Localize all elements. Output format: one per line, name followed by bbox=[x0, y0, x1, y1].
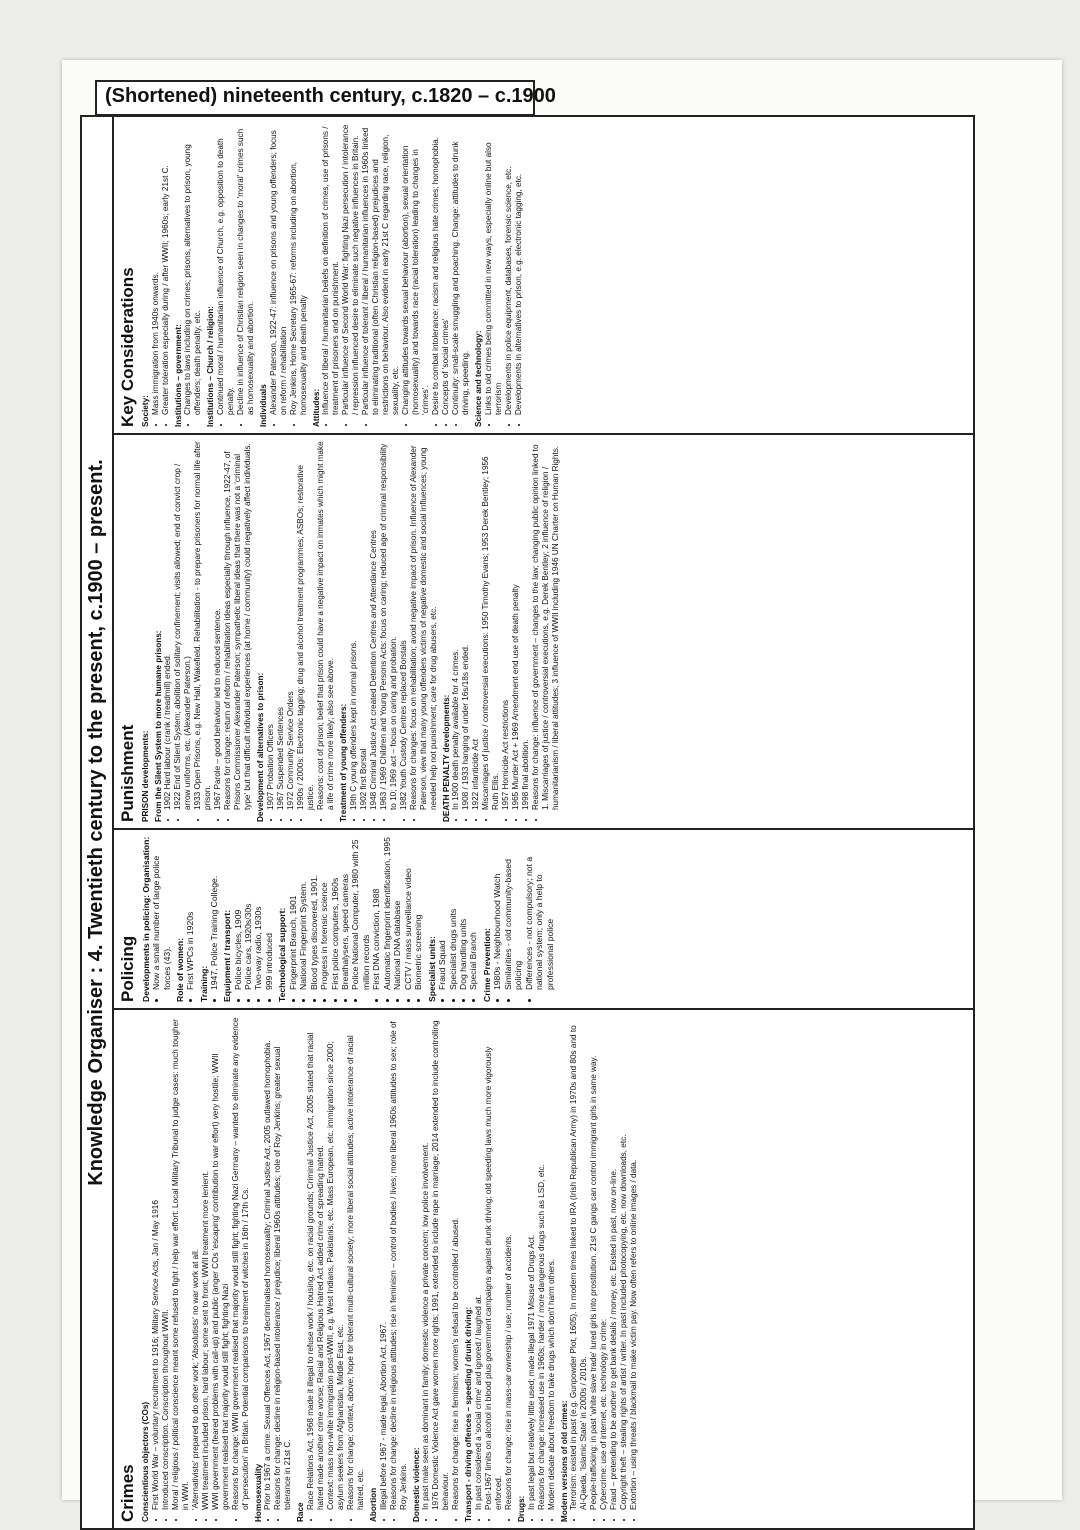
bullet-point: • Reasons for change: increased use in 1960s; harder / more dangerous drugs such as LSD, etc. bbox=[537, 1016, 547, 1510]
bullet-point: • WWI treatment included prison, hard labour; some sent to front; WWII treatment more lenient. bbox=[201, 1016, 211, 1510]
bullet-point: • Particular influence of tolerant / liberal / humanitarian influences in 1960s linked to eliminating traditional (often Christian religion-based) prejudices and restrictions on behaviour. Also evident in early 21st C regarding race, religion, sexuality, etc. bbox=[361, 123, 401, 415]
bullet-point: • Desire to combat intolerance: racism and religious hate crimes; homophobia. bbox=[431, 123, 441, 415]
bullet-point: • Fraud – pretending to be another to get bank details / money, etc. Existed in past, now on-line. bbox=[609, 1016, 619, 1510]
bullet-point: • Developments in alternatives to prison, e.g. electronic tagging, etc. bbox=[514, 123, 524, 415]
bullet-point: • 1907 Probation Officers bbox=[266, 441, 276, 810]
bullet-point: • 1967 Parole – good behaviour led to reduced sentence. bbox=[213, 441, 223, 810]
bullet-point: • In past considered a 'social crime' and ignored / laughed at. bbox=[474, 1016, 484, 1510]
bullet-point: • First DNA conviction, 1988 bbox=[371, 836, 381, 990]
key-considerations-column bbox=[114, 117, 973, 433]
bullet-point: • Reasons for change: influence of government – changes to the law; changing public opinion linked to 1. Miscarriages of justice / controversial executions, e.g. Derek Bentley; 2 influence of religion / humanitarianism / liberal attitudes; 3 influence of WWII including 1946 UN Charter on Human Rights. bbox=[531, 441, 561, 810]
bullet-point: • National DNA database bbox=[392, 836, 402, 990]
bullet-point: • Context: mass non-white immigration post-WWII, e.g. West Indians, Pakistanis, etc. Mass European, etc. immigration since 2000; asylum seekers from Afghanistan, Middle East, etc. bbox=[326, 1016, 346, 1510]
bullet-list bbox=[321, 123, 471, 427]
bullet-point: • Continuity: small-scale smuggling and poaching. Change: attitudes to drunk driving, speeding. bbox=[451, 123, 471, 415]
crimes-column bbox=[114, 1008, 973, 1528]
bullet-point: • Dog handling units bbox=[458, 836, 468, 990]
crimes-heading: Crimes bbox=[118, 1464, 137, 1522]
bullet-point: • Moral / religious / political conscience meant some refused to fight / help war effort: Local Military Tribunal to judge cases: much tougher in WWI. bbox=[171, 1016, 191, 1510]
bullet-point: • Mass immigration from 1940s onwards. bbox=[151, 123, 161, 415]
columns bbox=[114, 117, 973, 1528]
policing-heading: Policing bbox=[118, 935, 137, 1002]
bullet-point: • Alexander Paterson, 1922-47: influence on prisons and young offenders; focus on reform / rehabilitation bbox=[269, 123, 289, 415]
section-heading: Institutions – government: bbox=[173, 324, 183, 427]
bullet-point: • 1902 Hard labour (crank / treadmill) ended. bbox=[163, 441, 173, 810]
bullet-point: • Links to old crimes being committed in new ways, especially online but also terrorism bbox=[484, 123, 504, 415]
section-heading: Technological support: bbox=[277, 907, 288, 1002]
bullet-point: • Now a small number of large police forces (43). bbox=[151, 836, 172, 990]
bullet-point: • Post-1967 limits on alcohol in blood plus government campaigns against drunk driving; old speeding laws much more vigorously enforced. bbox=[484, 1016, 504, 1510]
section-heading: From the Silent System to more humane prisons: bbox=[153, 630, 163, 822]
section-heading: Transport - driving offences – speeding / drunk driving: bbox=[464, 1306, 474, 1522]
punishment-body bbox=[141, 441, 561, 822]
bullet-point: • Blood types discovered, 1901. bbox=[309, 836, 319, 990]
bullet-point: • First police computers, 1960s bbox=[330, 836, 340, 990]
bullet-point: • Decline in influence of Christian religion seen in changes to 'moral' crimes such as homosexuality and abortion. bbox=[236, 123, 256, 415]
bullet-list bbox=[209, 836, 219, 1002]
section-heading: Training: bbox=[198, 965, 209, 1002]
bullet-point: • Special Branch bbox=[468, 836, 478, 990]
policing-column bbox=[114, 828, 973, 1008]
bullet-list bbox=[527, 1016, 557, 1522]
bullet-point: • Reasons for change: decline in religious attitudes; rise in feminism – control of bodies / lives; more liberal 1960s attitudes to sex; role of Roy Jenkins. bbox=[389, 1016, 409, 1510]
punishment-heading: Punishment bbox=[118, 724, 137, 822]
section-heading: Conscientious objectors (COs) bbox=[141, 1401, 150, 1522]
bullet-point: • 19th C young offenders kept in normal prisons. bbox=[349, 441, 359, 810]
bullet-list bbox=[474, 1016, 514, 1522]
bullet-list bbox=[379, 1016, 409, 1522]
section-heading: Science and technology: bbox=[474, 330, 484, 427]
bullet-list bbox=[151, 123, 171, 427]
bullet-point: • Race Relations Act, 1968 made it illegal to refuse work / housing, etc. on racial grounds; Criminal Justice Act, 2005 stated that racial hatred made another crime worse; Racial and Religious Hatred Act added crime of spreading hatred. bbox=[306, 1016, 326, 1510]
bullet-point: • National Fingerprint System. bbox=[298, 836, 308, 990]
bullet-point: • 1922 infanticide Act bbox=[471, 441, 481, 810]
bullet-list bbox=[185, 836, 195, 1002]
bullet-list bbox=[216, 123, 256, 427]
bullet-point: • Specialist drugs units bbox=[448, 836, 458, 990]
bullet-point: • Reasons for change: decline in religion-based intolerance / prejudice; liberal 1960s attitudes; role of Roy Jenkins; greater sexual tolerance in 21st C. bbox=[273, 1016, 293, 1510]
bullet-list bbox=[437, 836, 479, 1002]
section-heading: Drugs: bbox=[517, 1495, 527, 1522]
bullet-point: • In 1900 death penalty available for 4 crimes. bbox=[451, 441, 461, 810]
bullet-point: • 1998 final abolition. bbox=[521, 441, 531, 810]
bullet-point: • Police bicycles, 1909 bbox=[233, 836, 243, 990]
knowledge-organiser bbox=[80, 115, 975, 1530]
bullet-point: • 1965 Murder Act + 1969 Amendment end use of death penalty bbox=[511, 441, 521, 810]
bullet-point: • First WPCs in 1920s bbox=[185, 836, 195, 990]
bullet-point: • Similarities - old community-based policing bbox=[503, 836, 524, 990]
bullet-point: • Miscarriages of justice / controversial executions: 1950 Timothy Evans; 1953 Derek Bentley; 1956 Ruth Ellis. bbox=[481, 441, 501, 810]
bullet-point: • Biometric screening bbox=[413, 836, 423, 990]
bullet-point: • Roy Jenkins, Home Secretary 1965-67: reforms including on abortion, homosexuality and death penalty bbox=[289, 123, 309, 415]
bullet-point: • Copyright theft – stealing rights of artist / writer. In past included photocopying, etc. now downloads, etc. bbox=[619, 1016, 629, 1510]
punishment-column bbox=[114, 433, 973, 828]
bullet-point: • Reasons for change: context, above; hope for tolerant multi-cultural society; more liberal social attitudes; active intolerance of racial hatred, etc. bbox=[346, 1016, 366, 1510]
bullet-point: • Illegal before 1967 - made legal, Abortion Act, 1967. bbox=[379, 1016, 389, 1510]
section-heading: Homosexuality bbox=[253, 1463, 263, 1522]
section-heading: Attitudes: bbox=[311, 388, 321, 427]
section-heading: Crime Prevention: bbox=[481, 927, 492, 1002]
bullet-list bbox=[266, 441, 336, 822]
section-heading: Domestic violence: bbox=[411, 1447, 421, 1522]
bullet-point: • CCTV / mass surveillance video bbox=[403, 836, 413, 990]
bullet-point: • Cybercrime: use of internet, etc. technology in crime: bbox=[599, 1016, 609, 1510]
section-heading: Modern versions of old crimes: bbox=[559, 1400, 569, 1522]
bullet-point: • 1972 Community Service Orders bbox=[286, 441, 296, 810]
bullet-list bbox=[569, 1016, 639, 1522]
bullet-point: • Reasons for changes: focus on rehabilitation; avoid negative impact of prison. Influence of Alexander Paterson, view that many young offenders victims of negative domestic and social influences; young needed help not punishment; care for drug abusers, etc. bbox=[409, 441, 439, 810]
bullet-point: • 1980s - Neighbourhood Watch bbox=[492, 836, 502, 990]
bullet-point: • Extortion – using threats / blackmail to make victim pay. Now often refers to online images / data. bbox=[629, 1016, 639, 1510]
section-heading: Equipment / transport: bbox=[222, 909, 233, 1002]
bullet-point: • 1963 / 1969 Children and Young Persons Acts: focus on caring; reduced age of criminal responsibility to 10; 1969 act – focus on caring and probation. bbox=[379, 441, 399, 810]
bullet-list bbox=[163, 441, 253, 822]
bullet-list bbox=[306, 1016, 366, 1522]
section-heading: Treatment of young offenders: bbox=[339, 703, 349, 822]
section-heading: Developments in policing: Organisation: bbox=[141, 836, 151, 1002]
bullet-point: • Greater toleration especially during / after WWII; 1960s; early 21st C. bbox=[161, 123, 171, 415]
bullet-point: • In past male seen as dominant in family; domestic violence a private concern; low police involvement. bbox=[421, 1016, 431, 1510]
bullet-point: • 1922 End of Silent System; abolition of solitary confinement; visits allowed; end of convict crop / arrow uniforms, etc. (Alexander Paterson.) bbox=[173, 441, 193, 810]
bullet-point: • 1947, Police Training College. bbox=[209, 836, 219, 990]
bullet-point: • 'Alternativists' prepared to do other work; 'Absolutists' no war work at all. bbox=[191, 1016, 201, 1510]
bullet-point: • 1933 Open Prisons, e.g. New Hall, Wakefield. Rehabilitation - to prepare prisoners for normal life after prison. bbox=[193, 441, 213, 810]
bullet-point: • Fingerprint Branch, 1901 bbox=[288, 836, 298, 990]
bullet-list bbox=[451, 441, 561, 822]
section-heading: PRISON developments: bbox=[141, 730, 150, 822]
bullet-list bbox=[349, 441, 439, 822]
key-considerations-body bbox=[141, 123, 524, 427]
bullet-point: • Police cars, 1920s/30s bbox=[243, 836, 253, 990]
bullet-point: • Breathalysers, speed cameras bbox=[340, 836, 350, 990]
bullet-list bbox=[492, 836, 555, 1002]
section-heading: DEATH PENALTY developments: bbox=[441, 694, 451, 822]
bullet-point: • Reasons for change: rise in feminism; women's refusal to be controlled / abused. bbox=[451, 1016, 461, 1510]
section-heading: Institutions – Church / religion: bbox=[206, 306, 216, 427]
document-title: Knowledge Organiser : 4. Twentieth century to the present, c.1900 – present. bbox=[82, 117, 114, 1528]
bullet-list bbox=[151, 836, 172, 1002]
bullet-point: • Particular influence of Second World War: fighting Nazi persecution / intolerance / repression influenced desire to eliminate such negative influences in Britain. bbox=[341, 123, 361, 415]
bullet-point: • 1990s / 2000s: Electronic tagging; drug and alcohol treatment programmes; ASBOs; restorative justice. bbox=[296, 441, 316, 810]
bullet-point: • 1957 Homicide Act restrictions bbox=[501, 441, 511, 810]
bullet-point: • Automatic fingerprint identification, 1995 bbox=[382, 836, 392, 990]
bullet-point: • Reasons: cost of prison; belief that prison could have a negative impact on inmates which might make a life of crime more likely; also see above. bbox=[316, 441, 336, 810]
bullet-point: • 1908 / 1933 hanging of under 16s/18s ended. bbox=[461, 441, 471, 810]
bullet-point: • Reasons for change: rise in mass-car ownership / use; number of accidents. bbox=[504, 1016, 514, 1510]
bullet-point: • Differences - not compulsory; not a national system; only a help to professional police bbox=[524, 836, 555, 990]
previous-page-title: (Shortened) nineteenth century, c.1820 – c.1900 bbox=[95, 80, 535, 116]
bullet-point: • 999 introduced bbox=[264, 836, 274, 990]
bullet-list bbox=[233, 836, 275, 1002]
bullet-point: • Fraud Squad bbox=[437, 836, 447, 990]
section-heading: Abortion bbox=[369, 1487, 379, 1522]
bullet-point: • Police National Computer, 1980 with 25 million records bbox=[350, 836, 371, 990]
bullet-point: • Changes to laws including on crimes; prisons, alternatives to prison, young offenders; death penalty, etc. bbox=[183, 123, 203, 415]
bullet-point: • 1948 Criminal Justice Act created Detention Centres and Attendance Centres bbox=[369, 441, 379, 810]
bullet-point: • Introduced conscription. Conscription throughout WWII. bbox=[161, 1016, 171, 1510]
bullet-point: • Modern debate about freedom to take drugs which don't harm others. bbox=[547, 1016, 557, 1510]
bullet-point: • Concepts of 'social crimes' bbox=[441, 123, 451, 415]
section-heading: Development of alternatives to prison: bbox=[256, 672, 266, 822]
bullet-point: • Changing attitudes towards sexual behaviour (abortion), sexual orientation (homosexuality) and towards race (racial toleration) leading to changes in 'crimes'. bbox=[401, 123, 431, 415]
rotated-page bbox=[80, 115, 975, 1530]
bullet-point: • First World War – voluntary recruitment to 1916; Military Service Acts, Jan / May 1916 bbox=[151, 1016, 161, 1510]
policing-body bbox=[141, 836, 555, 1002]
bullet-list bbox=[263, 1016, 293, 1522]
bullet-point: • In past legal but relatively little used; made illegal 1971 Misuse of Drugs Act. bbox=[527, 1016, 537, 1510]
bullet-list bbox=[151, 1016, 251, 1522]
section-heading: Role of women: bbox=[175, 938, 186, 1002]
bullet-point: • 1982 Youth Custody Centres replaced Borstals bbox=[399, 441, 409, 810]
bullet-point: • Reasons for change: return of reform / rehabilitation ideas especially through influence, 1922-47, of Prisons Commissioner Alexander Paterson; sympathetic liberal ideas that there was not a 'criminal type' but that difficult individual experiences (at home / community) could negatively affect individuals. bbox=[223, 441, 253, 810]
crimes-body bbox=[141, 1016, 639, 1522]
bullet-point: • Two-way radio, 1930s bbox=[253, 836, 263, 990]
bullet-list bbox=[421, 1016, 461, 1522]
bullet-point: • Prior to 1967 a crime. Sexual Offences Act, 1967 decriminalised homosexuality; Criminal Justice Act, 2005 outlawed homophobia. bbox=[263, 1016, 273, 1510]
bullet-point: • Reasons for change: WWII government realised that majority would still fight; fighting Nazi Germany – wanted to eliminate any evidence of 'persecution' in Britain. Potential comparisons to treatment of witches in 16th / 17th Cs. bbox=[231, 1016, 251, 1510]
bullet-point: • Progress in forensic science bbox=[319, 836, 329, 990]
bullet-list bbox=[183, 123, 203, 427]
section-heading: Society: bbox=[141, 395, 150, 427]
bullet-point: • 1976 Domestic Violence Act gave women more rights; 1991, extended to include rape in marriage; 2014 extended to include controlling behaviour. bbox=[431, 1016, 451, 1510]
bullet-point: • People-trafficking: in past 'white slave trade' lured girls into prostitution. 21st C gangs can control immigrant girls in same way. bbox=[589, 1016, 599, 1510]
section-heading: Individuals bbox=[259, 384, 269, 427]
section-heading: Race bbox=[296, 1502, 306, 1522]
bullet-point: • Continued moral / humanitarian influence of Church, e.g. opposition to death penalty. bbox=[216, 123, 236, 415]
bullet-point: • WWI government (feared problems with call-up) and public (anger COs 'escaping' contribution to war effort) very hostile; WWII government realised that majority would still fight; fighting Nazi bbox=[211, 1016, 231, 1510]
section-heading: Specialist units: bbox=[426, 936, 437, 1002]
bullet-point: • 1902 first Borstal bbox=[359, 441, 369, 810]
key-considerations-heading: Key Considerations bbox=[118, 267, 137, 427]
bullet-list bbox=[484, 123, 524, 427]
bullet-list bbox=[269, 123, 309, 427]
bullet-point: • 1967 Suspended Sentences bbox=[276, 441, 286, 810]
bullet-point: • Influence of liberal / humanitarian beliefs on definition of crimes, use of prisons / treatment of prisoners and on punishment. bbox=[321, 123, 341, 415]
bullet-point: • Developments in police equipment, databases, forensic science, etc. bbox=[504, 123, 514, 415]
bullet-point: • Terrorism: existed in past (e.g. Gunpowder Plot, 1605). In modern times linked to IRA (Irish Republican Army) in 1970s and 80s and to Al-Qaeda, 'Islamic State' in 2000s / 2010s. bbox=[569, 1016, 589, 1510]
bullet-list bbox=[288, 836, 424, 1002]
